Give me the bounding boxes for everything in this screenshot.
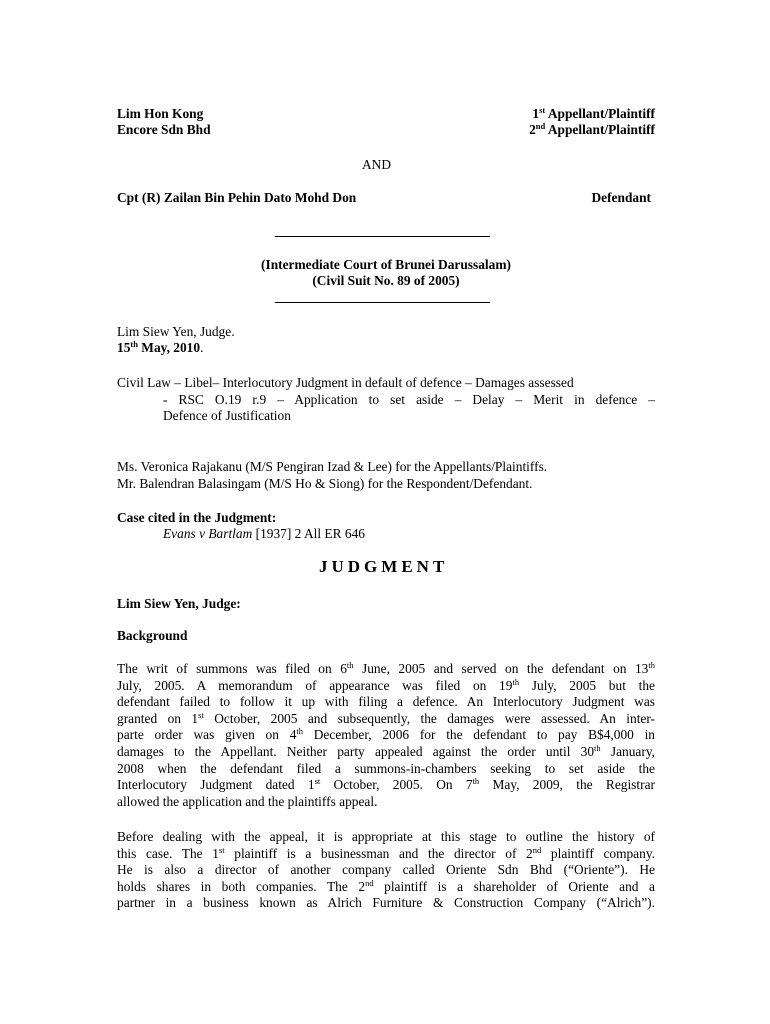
p1-line: allowed the application and the plaintiffs appeal. bbox=[117, 793, 378, 809]
and-separator: AND bbox=[362, 157, 392, 172]
plaintiff-1-name: Lim Hon Kong bbox=[117, 106, 204, 121]
catchwords bbox=[117, 375, 655, 425]
suit-number: (Civil Suit No. 89 of 2005) bbox=[312, 273, 460, 288]
p2-line: Before dealing with the appeal, it is appropriate at this stage to outline the history of bbox=[117, 829, 655, 844]
judgment-date: 15th May, 2010. bbox=[117, 339, 204, 355]
case-citation: Evans v Bartlam [1937] 2 All ER 646 bbox=[163, 526, 365, 541]
divider-top bbox=[275, 236, 490, 237]
judgment-author: Lim Siew Yen, Judge: bbox=[117, 596, 241, 611]
defendant-role: Defendant bbox=[591, 190, 651, 205]
p1-line: defendant failed to follow it up with filing a defence. An Interlocutory Judgment was bbox=[117, 694, 655, 710]
background-heading: Background bbox=[117, 628, 188, 643]
catchwords-line-1: Civil Law – Libel– Interlocutory Judgment in default of defence – Damages assessed bbox=[117, 375, 574, 390]
p1-line: parte order was given on 4th December, 2006 for the defendant to pay B$4,000 in bbox=[117, 726, 655, 743]
catchwords-line-2: - RSC O.19 r.9 – Application to set aside – Delay – Merit in defence – bbox=[163, 391, 655, 407]
divider-bottom bbox=[275, 302, 490, 303]
document-page bbox=[117, 0, 655, 1024]
court-name: (Intermediate Court of Brunei Darussalam) bbox=[261, 257, 511, 272]
p1-line: July, 2005. A memorandum of appearance was filed on 19th July, 2005 but the bbox=[117, 676, 655, 693]
party-row-1 bbox=[117, 106, 655, 123]
paragraph-1 bbox=[117, 661, 655, 810]
defendant-row bbox=[117, 190, 655, 207]
plaintiff-1-role: 1st Appellant/Plaintiff bbox=[532, 105, 655, 121]
p1-line: granted on 1st October, 2005 and subsequently, the damages were assessed. An inter- bbox=[117, 709, 656, 726]
judgment-title: JUDGMENT bbox=[319, 557, 449, 576]
party-row-2 bbox=[117, 122, 655, 139]
counsel-defendant: Mr. Balendran Balasingam (M/S Ho & Siong) for the Respondent/Defendant. bbox=[117, 475, 533, 491]
cases-heading: Case cited in the Judgment: bbox=[117, 510, 277, 525]
counsel-plaintiffs: Ms. Veronica Rajakanu (M/S Pengiran Izad & Lee) for the Appellants/Plaintiffs. bbox=[117, 459, 548, 474]
p1-line: 2008 when the defendant filed a summons-in-chambers seeking to set aside the bbox=[117, 760, 655, 776]
p2-line: He is also a director of another company called Oriente Sdn Bhd (“Oriente”). He bbox=[117, 862, 655, 878]
p2-line: partner in a business known as Alrich Furniture & Construction Company (“Alrich”). bbox=[117, 895, 655, 911]
judge-name: Lim Siew Yen, Judge. bbox=[117, 324, 235, 339]
plaintiff-2-name: Encore Sdn Bhd bbox=[117, 122, 211, 137]
paragraph-2 bbox=[117, 829, 655, 912]
p1-line: The writ of summons was filed on 6th June, 2005 and served on the defendant on 13th bbox=[117, 660, 655, 676]
p2-line: this case. The 1st plaintiff is a businessman and the director of 2nd plaintiff company. bbox=[117, 844, 655, 861]
defendant-name: Cpt (R) Zailan Bin Pehin Dato Mohd Don bbox=[117, 190, 357, 205]
p1-line: Interlocutory Judgment dated 1st October, 2005. On 7th May, 2009, the Registrar bbox=[117, 776, 655, 793]
catchwords-line-3: Defence of Justification bbox=[163, 408, 291, 424]
p2-line: holds shares in both companies. The 2nd plaintiff is a shareholder of Oriente and a bbox=[117, 877, 656, 894]
plaintiff-2-role: 2nd Appellant/Plaintiff bbox=[529, 121, 655, 137]
p1-line: damages to the Appellant. Neither party appealed against the order until 30th January, bbox=[117, 742, 655, 759]
counsel bbox=[117, 459, 655, 492]
